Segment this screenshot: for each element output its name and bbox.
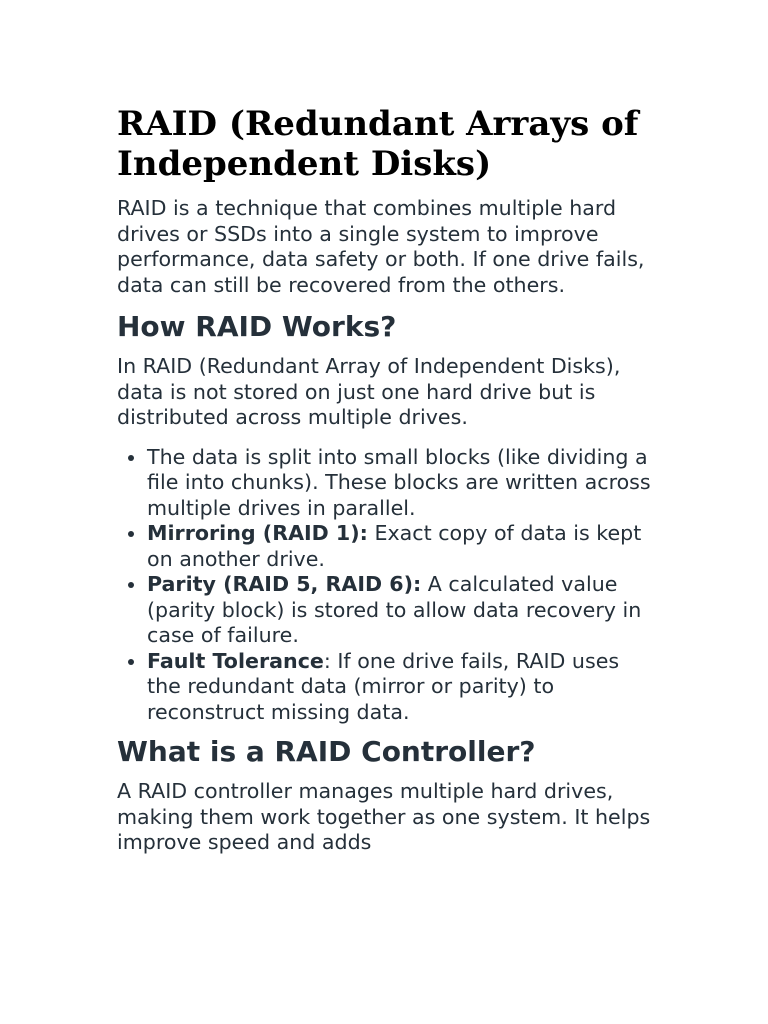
section-paragraph-raid-controller: A RAID controller manages multiple hard drives, making them work together as one system. It helps improve speed and adds	[117, 779, 651, 854]
section-heading-how-raid-works: How RAID Works?	[117, 310, 397, 343]
list-item-text: A calculated value (parity block) is stored to allow data recovery in case of failure.	[147, 572, 642, 647]
how-raid-works-list	[117, 445, 657, 726]
list-item-text: Exact copy of data is kept on another drive.	[147, 521, 642, 571]
intro-paragraph: RAID is a technique that combines multiple hard drives or SSDs into a single system to improve performance, data safety or both. If one drive fails, data can still be recovered from the others.	[117, 196, 645, 297]
list-item-text: : If one drive fails, RAID uses the redundant data (mirror or parity) to reconstruct missing data.	[147, 648, 620, 724]
list-item	[147, 521, 657, 572]
list-item-term: Mirroring (RAID 1):	[147, 521, 368, 545]
section-paragraph-how-raid-works: In RAID (Redundant Array of Independent Disks), data is not stored on just one hard drive but is distributed across multiple drives.	[117, 354, 621, 429]
list-item	[147, 649, 657, 726]
document-page	[117, 100, 657, 868]
list-item-term: Parity (RAID 5, RAID 6):	[147, 572, 422, 596]
list-item	[147, 445, 657, 522]
list-item-term: Fault Tolerance	[147, 648, 324, 673]
list-item	[147, 572, 657, 649]
list-item-text: The data is split into small blocks (like dividing a file into chunks). These blocks are written across multiple drives in parallel.	[147, 444, 651, 520]
page-title: RAID (Redundant Arrays of Independent Disks)	[117, 104, 639, 184]
section-heading-raid-controller: What is a RAID Controller?	[117, 735, 536, 768]
